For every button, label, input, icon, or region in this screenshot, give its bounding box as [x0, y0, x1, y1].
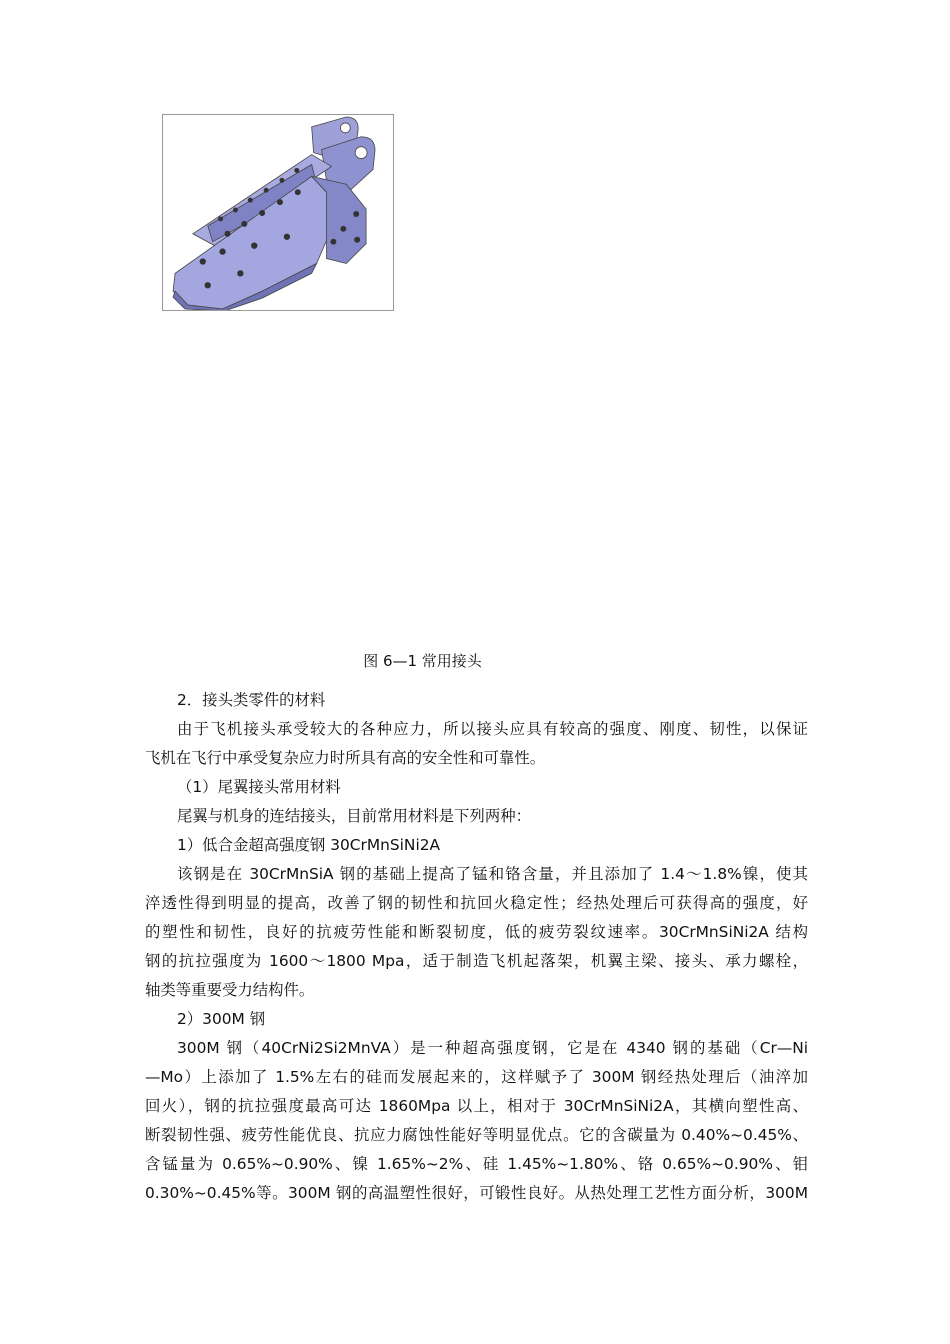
- paragraph-line: 该钢是在 30CrMnSiA 钢的基础上提高了锰和铬含量，并且添加了 1.4～1.8%镍，使其: [177, 865, 808, 883]
- figure-image: [162, 114, 394, 311]
- paragraph-line: 含锰量为 0.65%~0.90%、镍 1.65%~2%、硅 1.45%~1.80%、铬 0.65%~0.90%、钼: [145, 1155, 808, 1173]
- paragraph-line: 断裂韧性强、疲劳性能优良、抗应力腐蚀性能好等明显优点。它的含碳量为 0.40%~0.45%、: [145, 1126, 808, 1144]
- section-heading: 2．接头类零件的材料: [177, 691, 326, 709]
- paragraph-line: 回火），钢的抗拉强度最高可达 1860Mpa 以上，相对于 30CrMnSiNi2A，其横向塑性高、: [145, 1097, 808, 1115]
- subsection-heading: （1）尾翼接头常用材料: [177, 778, 341, 796]
- item-heading: 2）300M 钢: [177, 1010, 266, 1028]
- paragraph-line: 300M 钢（40CrNi2Si2MnVA）是一种超高强度钢，它是在 4340 钢的基础（Cr—Ni: [177, 1039, 808, 1057]
- paragraph-line: 尾翼与机身的连结接头，目前常用材料是下列两种：: [177, 807, 531, 825]
- joint-part-illustration: [163, 115, 393, 310]
- paragraph-line: 的塑性和韧性，良好的抗疲劳性能和断裂韧度，低的疲劳裂纹速率。30CrMnSiNi2A 结构: [145, 923, 808, 941]
- paragraph-line: 飞机在飞行中承受复杂应力时所具有高的安全性和可靠性。: [145, 749, 546, 767]
- paragraph-line: 钢的抗拉强度为 1600～1800 Mpa，适于制造飞机起落架，机翼主梁、接头、承力螺栓，: [145, 952, 808, 970]
- paragraph-line: 轴类等重要受力结构件。: [145, 981, 315, 999]
- document-body: [145, 686, 808, 1208]
- item-heading: 1）低合金超高强度钢 30CrMnSiNi2A: [177, 836, 441, 854]
- paragraph-line: 淬透性得到明显的提高，改善了钢的韧性和抗回火稳定性；经热处理后可获得高的强度，好: [145, 894, 808, 912]
- paragraph-line: —Mo）上添加了 1.5%左右的硅而发展起来的，这样赋予了 300M 钢经热处理后（油淬加: [145, 1068, 808, 1086]
- paragraph-line: 0.30%~0.45%等。300M 钢的高温塑性很好，可锻性良好。从热处理工艺性方面分析，300M: [145, 1184, 808, 1202]
- figure-caption: 图 6—1 常用接头: [363, 652, 482, 670]
- paragraph-line: 由于飞机接头承受较大的各种应力，所以接头应具有较高的强度、刚度、韧性，以保证: [177, 720, 808, 738]
